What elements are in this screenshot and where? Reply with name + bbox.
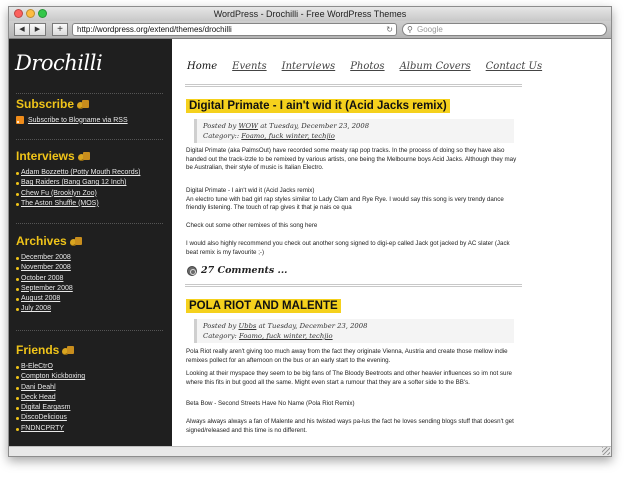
page-viewport xyxy=(9,39,611,456)
site-logo[interactable]: Drochilli xyxy=(15,51,103,75)
search-input[interactable] xyxy=(402,23,607,36)
post-title[interactable]: POLA RIOT AND MALENTE xyxy=(186,299,341,313)
author-link[interactable]: Ubbs xyxy=(238,322,257,330)
add-bookmark-button[interactable]: + xyxy=(52,23,68,36)
list-item[interactable]: The Aston Shuffle (MOS) xyxy=(16,199,166,209)
back-button[interactable]: ◀ xyxy=(14,23,30,36)
post-paragraph: Pola Riot really aren't giving too much away from the fact they originate Vienna, Austria and create those mellow indie remixes pollect for an afternoon on the bus or an early start to the evening. xyxy=(186,348,508,364)
meta-prefix: Posted by xyxy=(203,322,239,330)
post-meta xyxy=(194,319,514,343)
music-icon xyxy=(70,237,82,246)
nav-photos[interactable]: Photos xyxy=(350,61,385,72)
meta-posted xyxy=(203,321,508,331)
friends-heading-text: Friends xyxy=(16,343,60,357)
reload-icon[interactable]: ↻ xyxy=(386,25,393,34)
browser-window xyxy=(8,6,612,457)
music-icon xyxy=(77,100,89,109)
main-content xyxy=(172,39,611,456)
interviews-heading-text: Interviews xyxy=(16,149,75,163)
list-item[interactable]: September 2008 xyxy=(16,284,166,294)
subscribe-heading xyxy=(16,97,166,111)
zoom-icon[interactable] xyxy=(38,9,47,18)
post-paragraph: Looking at their myspace they seem to be big fans of The Bloody Beetroots and other heavier influences so im not sure where this fits in but good all the same. Might even start a rumour that they are a softer side to the BB's. xyxy=(186,370,512,386)
comments-link[interactable] xyxy=(187,265,287,276)
post-paragraph: I would also highly recommend you check out another song signed to digi-ep called Jack got jacked by AC slater (Jack beat remix is my favourite ;-) xyxy=(186,240,510,256)
list-item[interactable]: FNDNCPRTY xyxy=(16,424,166,434)
interviews-list xyxy=(16,168,166,209)
meta-category-prefix: Category: xyxy=(203,332,239,340)
sidebar-divider xyxy=(16,223,163,224)
nav-buttons xyxy=(14,23,46,36)
divider xyxy=(185,284,522,287)
list-item[interactable]: Compton Kickboxing xyxy=(16,372,166,382)
comment-icon xyxy=(187,266,197,276)
divider xyxy=(185,84,522,87)
list-item[interactable]: B-EleCtrO xyxy=(16,362,166,372)
archives-heading xyxy=(16,234,166,248)
list-item[interactable]: Digital Eargasm xyxy=(16,403,166,413)
category-links[interactable]: Foamo, fuck winter, techjio xyxy=(239,332,333,340)
search-placeholder: Google xyxy=(417,25,443,34)
sidebar-divider xyxy=(16,93,163,94)
interviews-heading xyxy=(16,149,166,163)
meta-category xyxy=(203,131,508,141)
list-item[interactable]: Deck Head xyxy=(16,393,166,403)
list-item[interactable]: July 2008 xyxy=(16,304,166,314)
meta-prefix: Posted by xyxy=(203,122,239,130)
nav-events[interactable]: Events xyxy=(232,61,267,72)
url-text: http://wordpress.org/extend/themes/drochilli xyxy=(77,25,232,34)
post-meta xyxy=(194,119,514,143)
nav-home[interactable]: Home xyxy=(187,61,218,72)
post-title[interactable]: Digital Primate - I ain't wid it (Acid Jacks remix) xyxy=(186,99,450,113)
sidebar-divider xyxy=(16,139,163,140)
meta-date: at Tuesday, December 23, 2008 xyxy=(258,122,370,130)
post-paragraph: Digital Primate - I ain't wid it (Acid Jacks remix) An electro tune with bad girl rap styles similar to Lady Clam and Rye Rye. I would say this song is very trendy dance friendly listening. The touch of rap gives it that je nais ce qua xyxy=(186,187,504,212)
friends-heading xyxy=(16,343,166,357)
minimize-icon[interactable] xyxy=(26,9,35,18)
music-icon xyxy=(78,152,90,161)
archives-heading-text: Archives xyxy=(16,234,67,248)
category-links[interactable]: Foamo, fuck winter, techjio xyxy=(241,132,335,140)
top-nav xyxy=(187,61,557,72)
list-item[interactable]: Bag Raiders (Bang Gang 12 Inch) xyxy=(16,178,166,188)
interviews-section xyxy=(16,149,166,209)
title-bar xyxy=(9,7,611,21)
list-item[interactable]: Dani Deahl xyxy=(16,383,166,393)
comments-count: 27 Comments ... xyxy=(201,265,288,276)
list-item[interactable]: November 2008 xyxy=(16,263,166,273)
friends-section xyxy=(16,343,166,434)
meta-category-prefix: Category:: xyxy=(203,132,242,140)
nav-contact-us[interactable]: Contact Us xyxy=(485,61,543,72)
music-icon xyxy=(62,346,74,355)
meta-category xyxy=(203,331,508,341)
list-item[interactable]: Adam Bozzetto (Potty Mouth Records) xyxy=(16,168,166,178)
list-item[interactable]: August 2008 xyxy=(16,294,166,304)
list-item[interactable]: December 2008 xyxy=(16,253,166,263)
rss-link-text: Subscribe to Blogname via RSS xyxy=(28,116,128,124)
close-icon[interactable] xyxy=(14,9,23,18)
meta-date: at Tuesday, December 23, 2008 xyxy=(256,322,368,330)
list-item[interactable]: Chew Fu (Brooklyn Zoo) xyxy=(16,189,166,199)
horizontal-scrollbar[interactable] xyxy=(9,446,611,456)
browser-toolbar xyxy=(9,21,611,39)
archives-section xyxy=(16,234,166,315)
address-bar[interactable] xyxy=(72,23,397,36)
post-paragraph: Beta Bow - Second Streets Have No Name (Pola Riot Remix) xyxy=(186,400,355,407)
sidebar-divider xyxy=(16,330,163,331)
window-controls xyxy=(14,9,47,18)
meta-posted xyxy=(203,121,508,131)
nav-album-covers[interactable]: Album Covers xyxy=(399,61,471,72)
sidebar xyxy=(9,39,172,456)
list-item[interactable]: DiscoDelicious xyxy=(16,413,166,423)
post-paragraph: Digital Primate (aka PalmsOut) have recorded some meaty rap pop tracks. In the process of doing so they have also handed out the track-izzle to be remixed by various artists, one being the Melbourne boys Acid Jacks. Although they may be Australian, their style of music is Italian Electro. xyxy=(186,147,517,172)
nav-interviews[interactable]: Interviews xyxy=(281,61,336,72)
author-link[interactable]: WOW xyxy=(238,122,259,130)
resize-grip-icon[interactable] xyxy=(602,447,610,455)
list-item[interactable]: October 2008 xyxy=(16,274,166,284)
search-icon: ⚲ xyxy=(407,25,413,34)
subscribe-heading-text: Subscribe xyxy=(16,97,75,111)
post-paragraph: Always always always a fan of Malente and his twisted ways pa-lus the fact he loves sending blogs stuff that doesn't get signed/released and this time is no different. xyxy=(186,418,514,434)
rss-icon xyxy=(16,116,24,124)
window-title: WordPress - Drochilli - Free WordPress Themes xyxy=(213,9,407,19)
rss-link[interactable] xyxy=(16,116,166,124)
subscribe-section xyxy=(16,97,166,124)
archives-list xyxy=(16,253,166,315)
forward-button[interactable]: ▶ xyxy=(30,23,46,36)
post-paragraph: Check out some other remixes of this song here xyxy=(186,222,318,229)
friends-list xyxy=(16,362,166,434)
